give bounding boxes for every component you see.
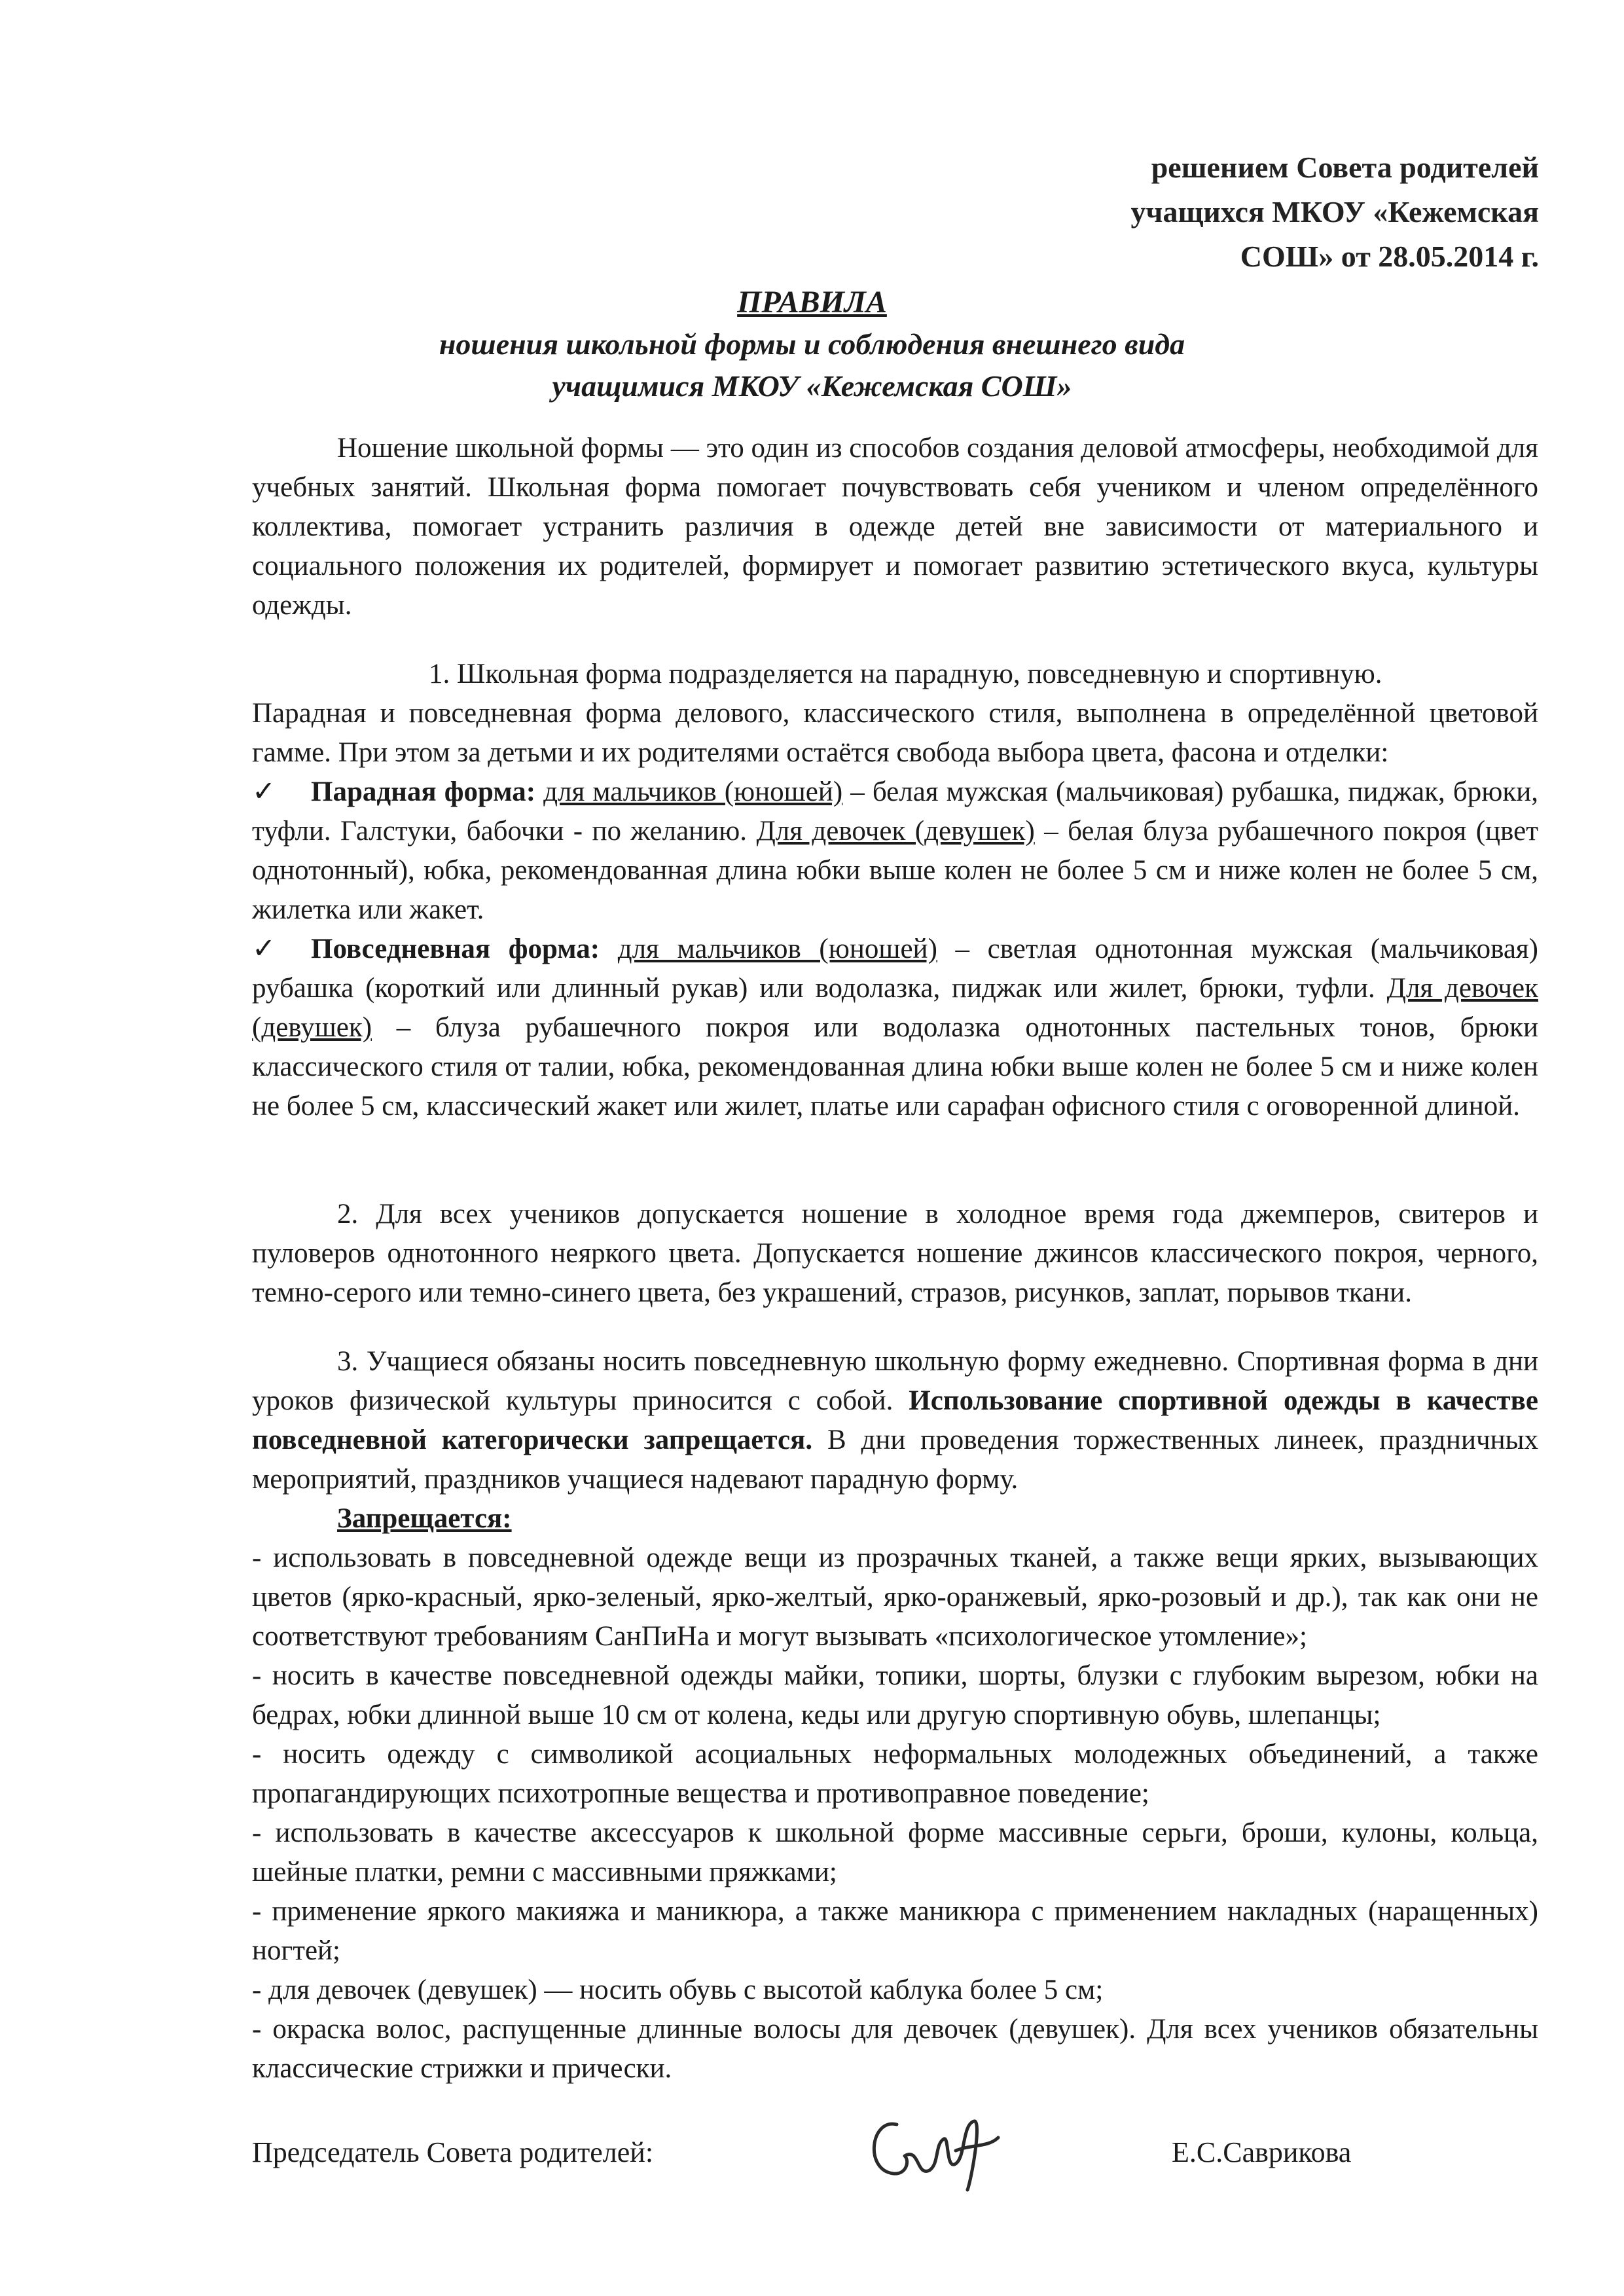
forbidden-item-7: - окраска волос, распущенные длинные волосы для девочек (девушек). Для всех учеников обязательны классические стрижки и прически. bbox=[252, 2014, 1538, 2084]
document-title bbox=[0, 282, 1624, 407]
title-sub-1: ношения школьной формы и соблюдения внешнего вида bbox=[439, 327, 1185, 361]
section-3-text-1: 3. Учащиеся обязаны носить повседневную школьную форму ежедневно. Спортивная форма в дни уроков физической культуры приносится с собой. bbox=[252, 1346, 1538, 1416]
daily-uniform-paragraph bbox=[252, 930, 1538, 1126]
forbidden-item-6: - для девочек (девушек) — носить обувь с высотой каблука более 5 см; bbox=[252, 1975, 1104, 2005]
approval-line-1: решением Совета родителей bbox=[1151, 151, 1539, 184]
daily-boys-text: – светлая однотонная мужская (мальчиковая) рубашка (короткий или длинный рукав) или водолазка, пиджак или жилет, брюки, туфли. bbox=[252, 934, 1538, 1004]
forbidden-section bbox=[252, 1499, 1538, 2088]
section-1-text: Парадная и повседневная форма делового, классического стиля, выполнена в определённой цветовой гамме. При этом за детьми и их родителями остаётся свобода выбора цвета, фасона и отделки: bbox=[252, 698, 1538, 768]
parade-boys-label: для мальчиков (юношей) bbox=[543, 776, 843, 807]
check-mark-icon: ✓ bbox=[252, 776, 276, 807]
forbidden-item-5: - применение яркого макияжа и маникюра, а также маникюра с применением накладных (наращенных) ногтей; bbox=[252, 1896, 1538, 1966]
section-3-text-2: В дни проведения торжественных линеек, праздничных мероприятий, праздников учащиеся надевают парадную форму. bbox=[252, 1425, 1538, 1495]
title-sub-2: учащимися МКОУ «Кежемская СОШ» bbox=[552, 369, 1072, 403]
section-3-bold-text: Использование спортивной одежды в качестве повседневной категорически запрещается. bbox=[252, 1385, 1538, 1455]
parade-girls-text: – белая блуза рубашечного покроя (цвет однотонный), юбка, рекомендованная длина юбки выше колен не более 5 см и ниже колен не более 5 см, жилетка или жакет. bbox=[252, 816, 1538, 925]
forbidden-heading bbox=[252, 1499, 1538, 1539]
intro-paragraph: Ношение школьной формы — это один из способов создания деловой атмосферы, необходимой для учебных занятий. Школьная форма помогает почувствовать себя учеником и членом определённого коллектива, помогает устранить различия в одежде детей вне зависимости от материального и социального положения их родителей, формирует и помогает развитию эстетического вкуса, культуры одежды. bbox=[252, 433, 1538, 621]
forbidden-item-3: - носить одежду с символикой асоциальных неформальных молодежных объединений, а также пропагандирующих психотропные вещества и противоправное поведение; bbox=[252, 1739, 1538, 1809]
section-2 bbox=[252, 1195, 1538, 1313]
forbidden-heading-text: Запрещается: bbox=[337, 1503, 512, 1534]
title-main: ПРАВИЛА bbox=[737, 285, 887, 319]
approval-line-3: СОШ» от 28.05.2014 г. bbox=[1240, 240, 1539, 273]
parade-girls-label: Для девочек (девушек) bbox=[756, 816, 1035, 847]
forbidden-item-1: - использовать в повседневной одежде вещи из прозрачных тканей, а также вещи ярких, вызывающих цветов (ярко-красный, ярко-зеленый, ярко-желтый, ярко-оранжевый, ярко-розовый и др.), так как они не соответствуют требованиям СанПиНа и могут вызывать «психологическое утомление»; bbox=[252, 1542, 1538, 1652]
section-2-text: 2. Для всех учеников допускается ношение в холодное время года джемперов, свитеров и пуловеров однотонного неяркого цвета. Допускается ношение джинсов классического покроя, черного, темно-серого или темно-синего цвета, без украшений, стразов, рисунков, заплат, порывов ткани. bbox=[252, 1199, 1538, 1308]
parade-boys-text: – белая мужская (мальчиковая) рубашка, пиджак, брюки, туфли. Галстуки, бабочки - по желанию. bbox=[252, 776, 1539, 847]
approval-line-2: учащихся МКОУ «Кежемская bbox=[1130, 195, 1539, 228]
daily-uniform-label: Повседневная форма: bbox=[311, 934, 600, 964]
signature-name: Е.С.Саврикова bbox=[1172, 2136, 1352, 2168]
daily-girls-label: Для девочек (девушек) bbox=[252, 973, 1538, 1043]
section-3-paragraph bbox=[252, 1342, 1538, 1499]
forbidden-item-4: - использовать в качестве аксессуаров к школьной форме массивные серьги, броши, кулоны, кольца, шейные платки, ремни с массивными пряжками; bbox=[252, 1817, 1538, 1887]
check-mark-icon: ✓ bbox=[252, 934, 276, 964]
signature-label: Председатель Совета родителей: bbox=[252, 2136, 654, 2168]
forbidden-item-2: - носить в качестве повседневной одежды майки, топики, шорты, блузки с глубоким вырезом, юбки на бедрах, юбки длинной выше 10 см от колена, кеды или другую спортивную обувь, шлепанцы; bbox=[252, 1660, 1538, 1730]
daily-boys-label: для мальчиков (юношей) bbox=[617, 934, 937, 964]
intro-block bbox=[252, 429, 1538, 625]
daily-girls-text: – блуза рубашечного покроя или водолазка однотонных пастельных тонов, брюки классического стиля от талии, юбка, рекомендованная длина юбки выше колен не более 5 см и ниже колен не более 5 см, классический жакет или жилет, платье или сарафан офисного стиля с оговоренной длиной. bbox=[252, 1012, 1538, 1121]
parade-uniform-label: Парадная форма: bbox=[311, 776, 536, 807]
section-1-heading: 1. Школьная форма подразделяется на парадную, повседневную и спортивную. bbox=[429, 659, 1382, 689]
parade-uniform-paragraph bbox=[252, 773, 1538, 930]
approval-stamp bbox=[1131, 145, 1539, 279]
signature-image bbox=[857, 2098, 1001, 2196]
section-3 bbox=[252, 1342, 1538, 1499]
section-1 bbox=[252, 655, 1538, 1126]
